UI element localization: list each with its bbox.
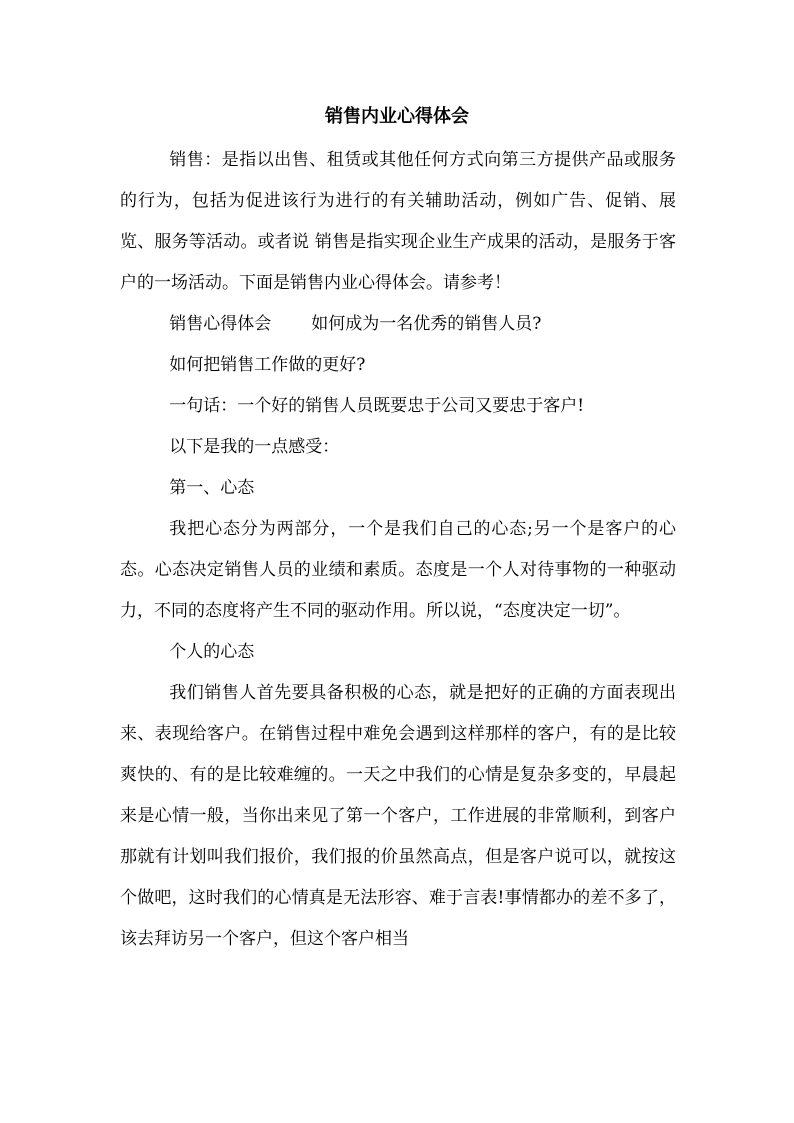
paragraph-feelings-intro: 以下是我的一点感受： bbox=[169, 437, 340, 457]
paragraph-mindset: 我把心态分为两部分，一个是我们自己的心态;另一个是客户的心态。心态决定销售人员的业绩和素质。态度是一个人对待事物的一种驱动力，不同的态度将产生不同的驱动作用。所以说，“态度决定一切”。 bbox=[120, 519, 676, 621]
section-heading-right: 如何成为一名优秀的销售人员? bbox=[311, 314, 542, 334]
heading-mindset: 第一、心态 bbox=[169, 478, 255, 498]
document-title: 销售内业心得体会 bbox=[325, 106, 469, 127]
paragraph-question: 如何把销售工作做的更好? bbox=[169, 355, 366, 375]
paragraph-intro: 销售：是指以出售、租赁或其他任何方式向第三方提供产品或服务的行为，包括为促进该行为进行的有关辅助活动，例如广告、促销、展览、服务等活动。或者说 销售是指实现企业生产成果的活动，是服务于客户的一场活动。下面是销售内业心得体会。请参考！ bbox=[120, 150, 676, 293]
paragraph-summary: 一句话：一个好的销售人员既要忠于公司又要忠于客户! bbox=[169, 396, 585, 416]
paragraph-personal-mindset: 我们销售人首先要具备积极的心态，就是把好的正确的方面表现出来、表现给客户。在销售过程中难免会遇到这样那样的客户，有的是比较爽快的、有的是比较难缠的。一天之中我们的心情是复杂多变的，早晨起来是心情一般，当你出来见了第一个客户，工作进展的非常顺利，到客户那就有计划叫我们报价，我们报的价虽然高点，但是客户说可以，就按这个做吧，这时我们的心情真是无法形容、难于言表!事情都办的差不多了，该去拜访另一个客户，但这个客户相当 bbox=[120, 683, 676, 949]
document-body bbox=[120, 140, 676, 960]
section-heading-left: 销售心得体会 bbox=[169, 314, 272, 334]
heading-personal-mindset: 个人的心态 bbox=[169, 642, 255, 662]
section-heading-line bbox=[120, 304, 676, 345]
